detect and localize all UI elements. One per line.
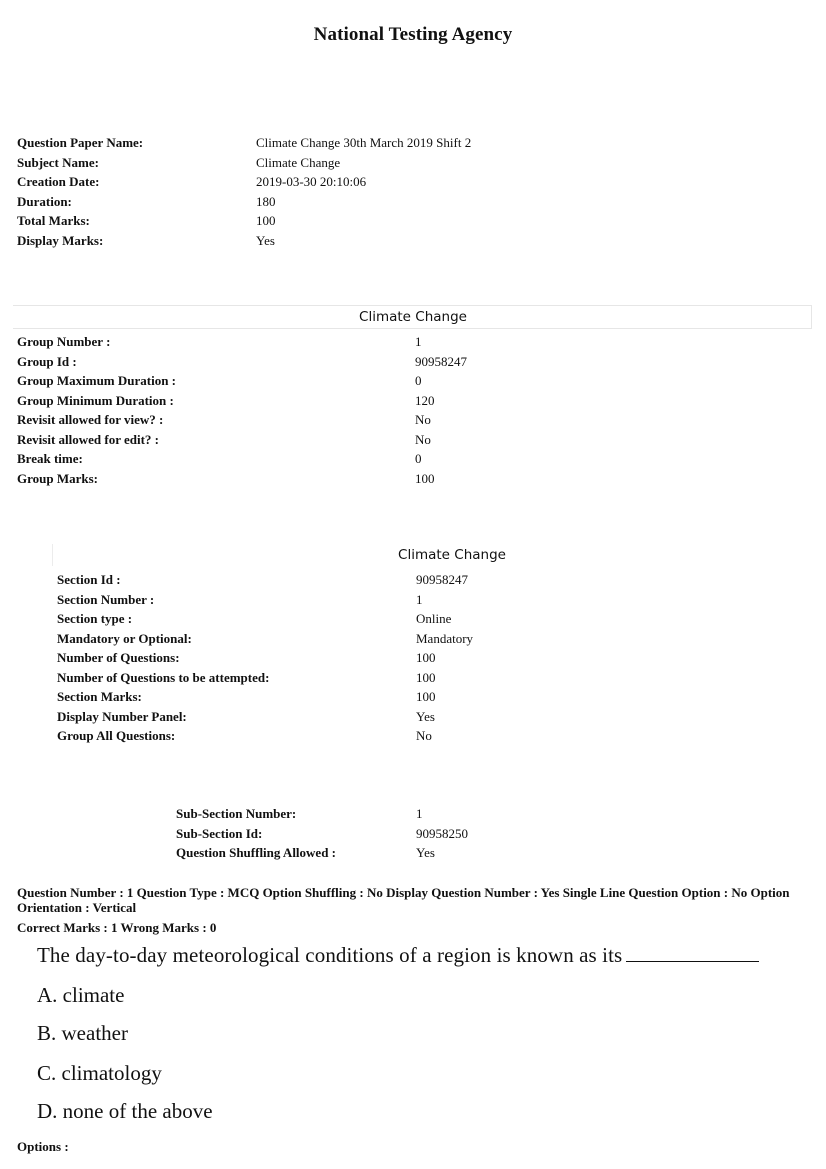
info-row <box>17 352 467 372</box>
info-label: Break time: <box>17 451 83 466</box>
question-text: The day-to-day meteorological conditions of a region is known as its <box>37 943 623 967</box>
info-value: 1 <box>415 334 422 349</box>
group-info <box>17 332 467 488</box>
info-value: Online <box>416 611 452 626</box>
info-label: Group Id : <box>17 353 77 369</box>
info-value: 0 <box>415 373 422 388</box>
question-meta: Question Number : 1 Question Type : MCQ Option Shuffling : No Display Question Number : Yes Single Line Question Option : No Option Orientation : Vertical <box>17 885 790 915</box>
info-label: Group Maximum Duration : <box>17 373 177 388</box>
info-label: Section Number : <box>57 591 155 607</box>
info-row <box>17 430 467 450</box>
info-row <box>17 133 471 153</box>
info-label: Creation Date: <box>17 174 100 189</box>
info-value: Climate Change <box>256 154 341 170</box>
info-value: 90958247 <box>415 353 467 369</box>
info-label: Revisit allowed for view? : <box>17 412 164 427</box>
info-value: 100 <box>416 669 436 685</box>
info-row <box>17 449 467 469</box>
info-label: Display Marks: <box>17 232 104 248</box>
question-paper-info <box>17 133 471 250</box>
info-label: Group Minimum Duration : <box>17 392 174 408</box>
info-label: Duration: <box>17 193 72 209</box>
info-row <box>17 410 467 430</box>
option-d: D. none of the above <box>37 1099 213 1123</box>
info-value: Mandatory <box>416 630 474 646</box>
info-value: 100 <box>416 689 436 704</box>
info-value: No <box>416 728 432 743</box>
info-label: Group All Questions: <box>57 728 176 743</box>
question-marks: Correct Marks : 1 Wrong Marks : 0 <box>17 920 217 935</box>
info-label: Section type : <box>57 611 133 626</box>
info-label: Group Marks: <box>17 470 99 486</box>
info-value: 180 <box>256 193 276 209</box>
info-value: 90958250 <box>416 825 468 841</box>
info-row <box>57 609 473 629</box>
info-row <box>17 391 467 411</box>
info-label: Display Number Panel: <box>57 708 187 724</box>
info-value: Climate Change 30th March 2019 Shift 2 <box>256 135 472 150</box>
info-value: 100 <box>415 470 435 486</box>
info-row <box>17 469 467 489</box>
info-row <box>176 843 468 863</box>
info-value: Yes <box>416 845 435 860</box>
info-label: Number of Questions: <box>57 650 180 665</box>
info-row <box>176 824 468 844</box>
info-row <box>17 172 471 192</box>
info-row <box>57 726 473 746</box>
info-value: 2019-03-30 20:10:06 <box>256 174 367 189</box>
option-a: A. climate <box>37 983 125 1007</box>
info-row <box>17 192 471 212</box>
info-value: Yes <box>256 232 275 248</box>
info-value: Yes <box>416 708 435 724</box>
page-title: National Testing Agency <box>313 24 513 45</box>
info-label: Section Marks: <box>57 689 142 704</box>
section-heading: Climate Change <box>398 547 506 563</box>
info-value: 100 <box>416 650 436 665</box>
info-row <box>17 211 471 231</box>
subsection-info <box>176 804 468 863</box>
section-info <box>57 570 473 746</box>
info-row <box>57 648 473 668</box>
info-value: 120 <box>415 392 435 408</box>
info-label: Group Number : <box>17 334 111 349</box>
info-value: 0 <box>415 451 422 466</box>
info-label: Revisit allowed for edit? : <box>17 431 160 447</box>
option-c: C. climatology <box>37 1061 162 1085</box>
info-row <box>57 629 473 649</box>
option-b: B. weather <box>37 1021 128 1045</box>
info-row <box>17 371 467 391</box>
info-value: No <box>415 431 431 447</box>
question-text-line <box>37 943 759 968</box>
info-row <box>17 231 471 251</box>
info-row <box>57 570 473 590</box>
info-row <box>176 804 468 824</box>
info-label: Sub-Section Id: <box>176 825 263 841</box>
answer-blank <box>626 943 759 962</box>
info-value: No <box>415 412 431 427</box>
info-label: Total Marks: <box>17 213 90 228</box>
info-row <box>17 332 467 352</box>
info-label: Mandatory or Optional: <box>57 630 192 646</box>
info-row <box>57 707 473 727</box>
info-row <box>57 668 473 688</box>
info-row <box>57 687 473 707</box>
info-row <box>57 590 473 610</box>
group-heading: Climate Change <box>359 309 467 325</box>
info-label: Question Paper Name: <box>17 135 144 150</box>
info-label: Subject Name: <box>17 154 99 170</box>
options-label: Options : <box>17 1139 69 1154</box>
info-label: Section Id : <box>57 572 121 587</box>
info-value: 1 <box>416 806 423 821</box>
info-value: 1 <box>416 591 423 607</box>
info-row <box>17 153 471 173</box>
info-label: Sub-Section Number: <box>176 806 297 821</box>
info-value: 100 <box>256 213 276 228</box>
info-label: Number of Questions to be attempted: <box>57 669 270 685</box>
info-label: Question Shuffling Allowed : <box>176 845 337 860</box>
info-value: 90958247 <box>416 572 468 587</box>
